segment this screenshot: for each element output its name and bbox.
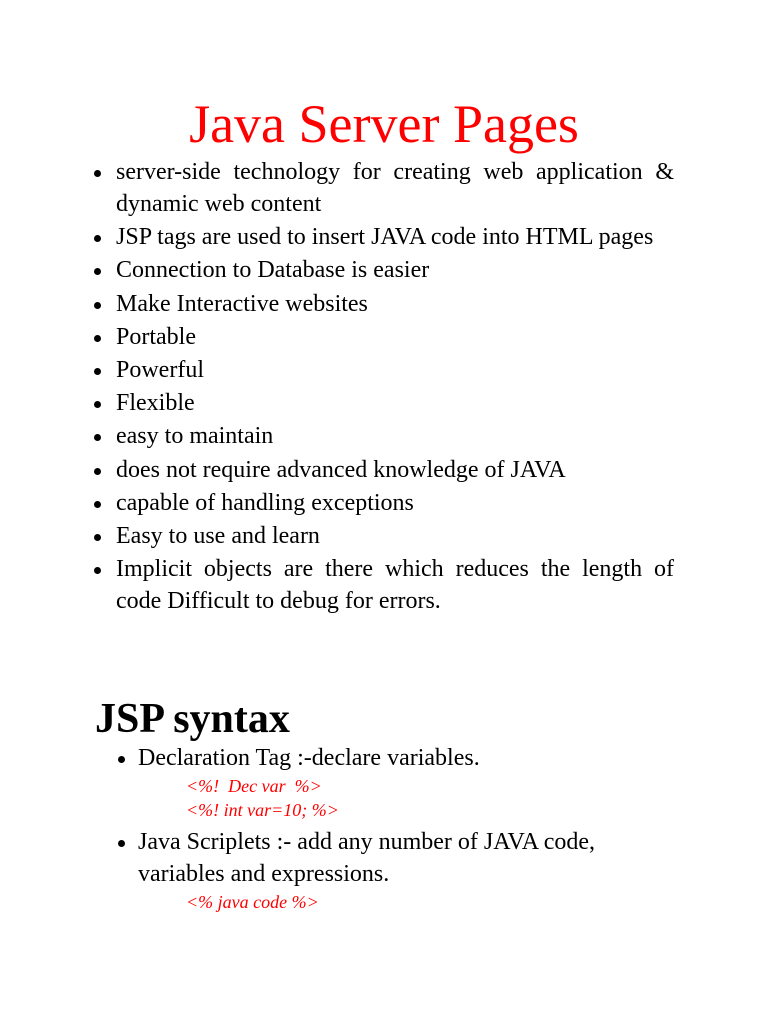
feature-list: [92, 156, 674, 618]
bullet-icon: [94, 368, 101, 375]
bullet-icon: [94, 468, 101, 475]
syntax-item-text: Java Scriplets :- add any number of JAVA code, variables and expressions.: [138, 829, 596, 887]
list-item-text: Make Interactive websites: [116, 290, 368, 317]
bullet-icon: [94, 434, 101, 441]
bullet-icon: [94, 235, 101, 242]
bullet-icon: [94, 268, 101, 275]
list-item: [92, 553, 674, 617]
list-item: [92, 321, 674, 353]
syntax-item-declaration: [116, 742, 656, 822]
list-item: [92, 156, 674, 220]
list-item: [92, 387, 674, 419]
bullet-icon: [118, 756, 125, 763]
bullet-icon: [94, 170, 101, 177]
section-heading: JSP syntax: [95, 696, 290, 742]
list-item: [92, 520, 674, 552]
bullet-icon: [94, 501, 101, 508]
bullet-icon: [94, 401, 101, 408]
list-item-text: Connection to Database is easier: [116, 257, 430, 284]
list-item: [92, 354, 674, 386]
code-snippet: <% java code %>: [186, 892, 319, 912]
page-title: Java Server Pages: [189, 94, 579, 154]
list-item-text: capable of handling exceptions: [116, 489, 414, 516]
list-item-text: easy to maintain: [116, 423, 274, 450]
list-item-text: Flexible: [116, 390, 195, 417]
bullet-icon: [94, 335, 101, 342]
list-item-text: Implicit objects are there which reduces the length of code Difficult to debug for errors.: [116, 556, 674, 615]
list-item-text: server-side technology for creating web application & dynamic web content: [116, 159, 674, 217]
list-item: [92, 221, 674, 253]
bullet-icon: [94, 302, 101, 309]
list-item-text: does not require advanced knowledge of JAVA: [116, 456, 566, 483]
list-item: [92, 487, 674, 519]
bullet-icon: [94, 534, 101, 541]
list-item: [92, 420, 674, 452]
code-snippet: <%! int var=10; %>: [186, 800, 339, 820]
list-item: [92, 288, 674, 320]
list-item-text: Easy to use and learn: [116, 522, 320, 549]
bullet-icon: [118, 840, 125, 847]
list-item-text: Portable: [116, 323, 196, 350]
syntax-list: [116, 742, 656, 914]
bullet-icon: [94, 567, 101, 574]
list-item: [92, 454, 674, 486]
list-item-text: Powerful: [116, 356, 204, 383]
syntax-item-text: Declaration Tag :-declare variables.: [138, 745, 480, 771]
list-item-text: JSP tags are used to insert JAVA code into HTML pages: [116, 224, 654, 251]
code-snippet: <%! Dec var %>: [186, 776, 322, 796]
syntax-item-scriplets: [116, 826, 656, 914]
list-item: [92, 254, 674, 286]
